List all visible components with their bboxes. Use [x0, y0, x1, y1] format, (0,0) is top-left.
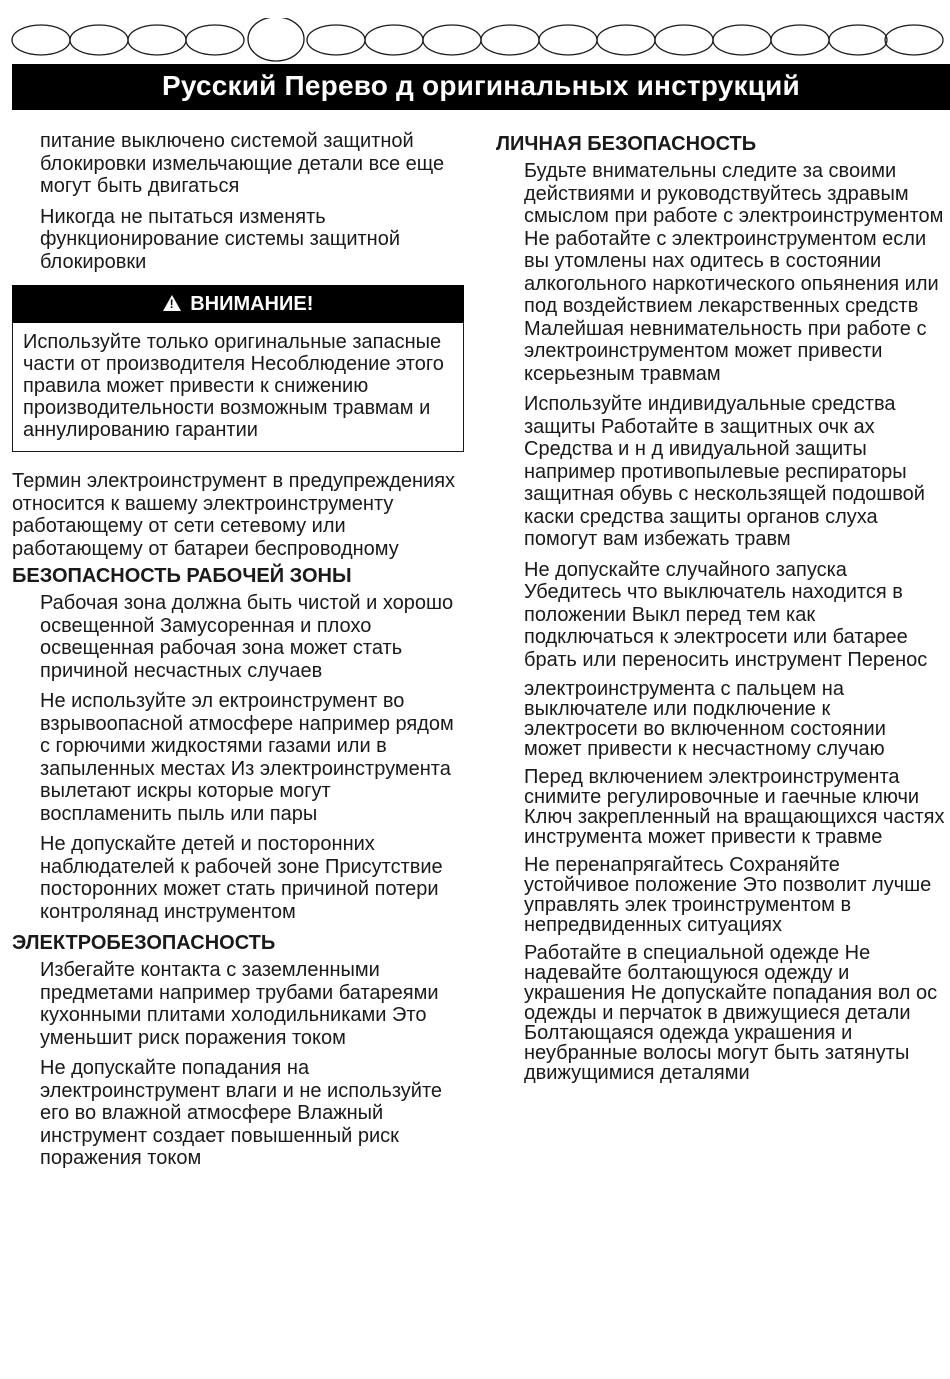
- personal-safety-item: Перед включением электроинструмента снимите регулировочные и гаечные ключи Ключ закрепленный на вращающихся частях инструмента может привести к травме: [524, 766, 945, 848]
- personal-safety-item: Используйте индивидуальные средства защиты Работайте в защитных очк ах Средства и н д ивидуальной защиты например противопылевые респираторы защитная обувь с нескользящей подошвой каски средства защиты органов слуха помогут вам избежать травм: [524, 393, 925, 550]
- warning-box: [12, 323, 464, 452]
- intro-paragraph: Никогда не пытаться изменять функционирование системы защитной блокировки: [40, 205, 400, 273]
- personal-safety-heading: ЛИЧНАЯ БЕЗОПАСНОСТЬ: [496, 133, 757, 155]
- personal-safety-item: Не допускайте случайного запуска Убедитесь что выключатель находится в положении Выкл перед тем как подключаться к электросети или батарее брать или переносить инструмент Перенос: [524, 558, 928, 671]
- term-paragraph: Термин электроинструмент в предупреждениях относится к вашему электроинструменту работающему от сети сетевому или работающему от батареи беспроводному: [12, 470, 456, 560]
- warning-text: Используйте только оригинальные запасные части от производителя Несоблюдение этого правила может привести к снижению производительности возможным травмам и аннулированию гарантии: [23, 331, 444, 441]
- language-ovals-graphic: [0, 18, 950, 62]
- personal-safety-item: Работайте в специальной одежде Не надевайте болтающуюся одежду и украшения Не допускайте попадания вол ос одежды и перчаток в движущиеся детали Болтающаяся одежда украшения и неубранные волосы могут быть затянуты движущимися деталями: [524, 942, 938, 1084]
- electrical-safety-heading: ЭЛЕКТРОБЕЗОПАСНОСТЬ: [12, 932, 276, 954]
- work-area-item: Рабочая зона должна быть чистой и хорошо освещенной Замусоренная и плохо освещенная рабочая зона может стать причиной несчастных случаев: [40, 592, 454, 682]
- personal-safety-item: Не перенапрягайтесь Сохраняйте устойчивое положение Это позволит лучше управлять элек троинструментом в непредвиденных ситуациях: [524, 854, 932, 936]
- work-area-item: Не допускайте детей и посторонних наблюдателей к рабочей зоне Присутствие посторонних может стать причиной потери контролянад инструментом: [40, 833, 443, 923]
- personal-safety-item: Будьте внимательны следите за своими действиями и руководствуйтесь здравым смыслом при работе с электроинструментом Не работайте с электроинструментом если вы утомлены нах одитесь в состоянии алкогольного наркотического опьянения или под воздействием лекарственных средств Малейшая невнимательность при работе с электроинструментом может привести ксерьезным травмам: [524, 160, 944, 385]
- warning-header: [12, 285, 464, 323]
- page-title: Русский Перево д оригинальных инструкций: [12, 64, 950, 110]
- left-column: [12, 130, 464, 1170]
- work-area-heading: БЕЗОПАСНОСТЬ РАБОЧЕЙ ЗОНЫ: [12, 565, 352, 587]
- electrical-item: Не допускайте попадания на электроинструмент влаги и не используйте его во влажной атмосфере Влажный инструмент создает повышенный риск поражения током: [40, 1057, 443, 1169]
- warning-triangle-icon: !: [163, 295, 181, 311]
- personal-safety-item: электроинструмента с пальцем на выключателе или подключение к электросети во включенном состоянии может привести к несчастному случаю: [524, 678, 886, 760]
- electrical-item: Избегайте контакта с заземленными предметами например трубами батареями кухонными плитами холодильниками Это уменьшит риск поражения током: [40, 959, 439, 1049]
- language-tabs-strip: [0, 18, 950, 62]
- warning-title: ВНИМАНИЕ!: [190, 293, 314, 315]
- right-column: [496, 130, 946, 1083]
- work-area-item: Не используйте эл ектроинструмент во взрывоопасной атмосфере например рядом с горючими жидкостями газами или в запыленных местах Из электроинструмента вылетают искры которые могут воспламенить пыль или пары: [40, 690, 454, 825]
- intro-paragraph: питание выключено системой защитной блокировки измельчающие детали все еще могут быть двигаться: [40, 130, 445, 197]
